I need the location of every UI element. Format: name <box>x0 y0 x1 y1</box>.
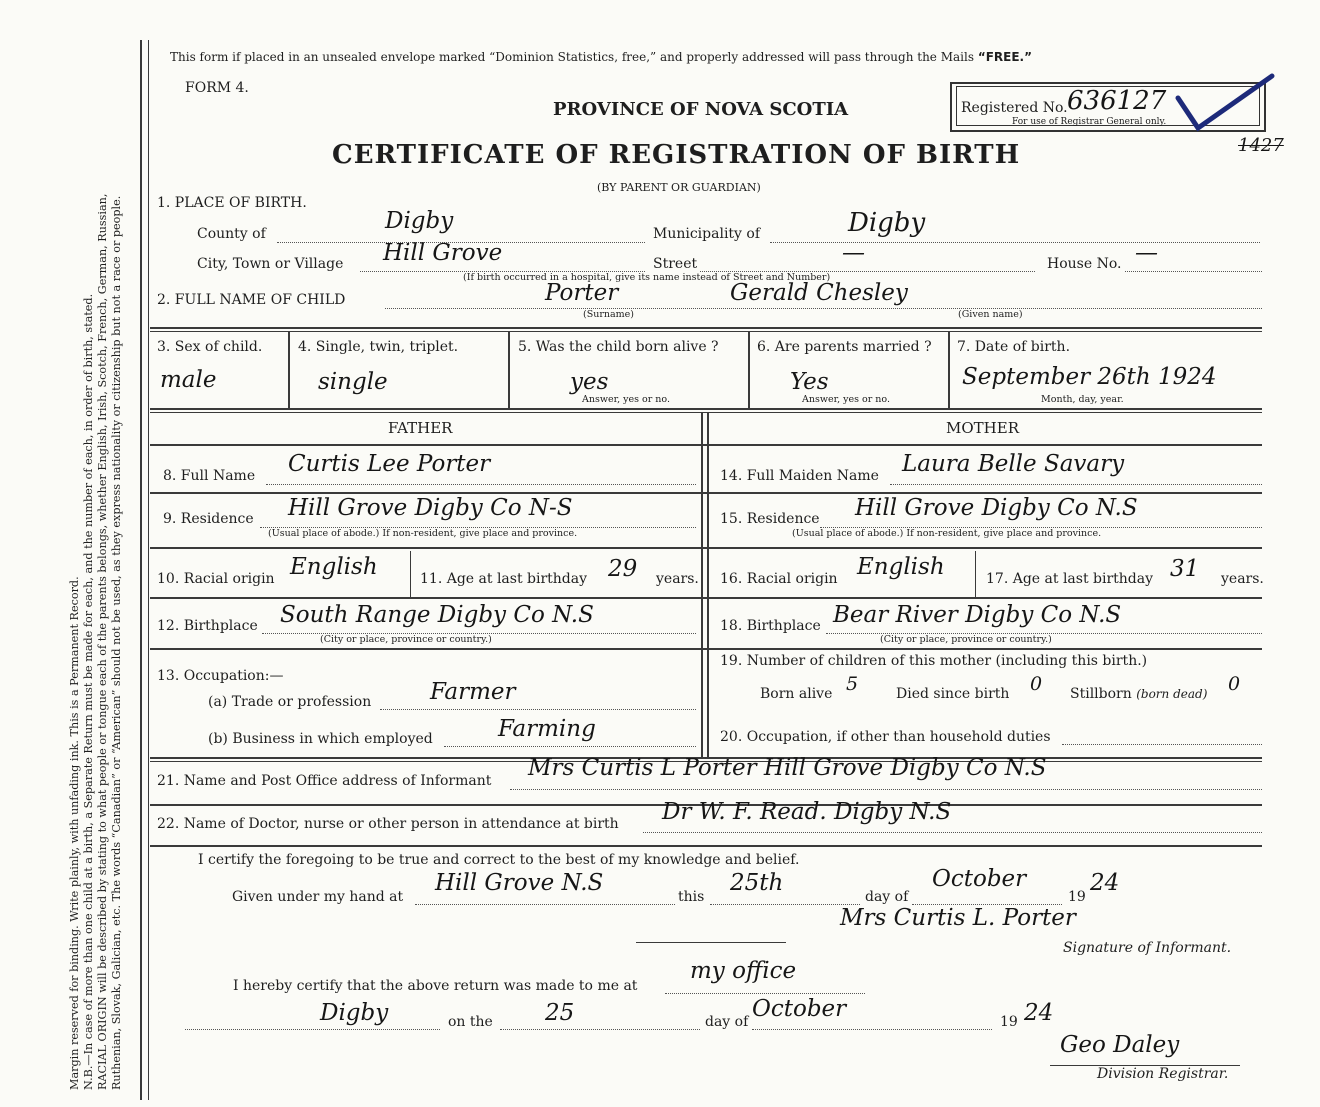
alive-note: Answer, yes or no. <box>582 394 671 405</box>
mother-residence-note: (Usual place of abode.) If non-resident, give place and province. <box>792 528 1102 539</box>
page-subtitle: (BY PARENT OR GUARDIAN) <box>597 181 761 194</box>
on-the-label: on the <box>448 1014 493 1030</box>
return-label: I hereby certify that the above return was made to me at <box>233 978 638 994</box>
alive-label: 5. Was the child born alive ? <box>518 339 719 355</box>
mother-heading: MOTHER <box>946 419 1019 437</box>
stillborn-value: 0 <box>1228 673 1241 695</box>
city-label: City, Town or Village <box>197 256 344 272</box>
father-birthplace-value: South Range Digby Co N.S <box>280 602 594 628</box>
mother-racial-value: English <box>857 554 945 580</box>
municipality-label: Municipality of <box>653 226 761 242</box>
sex-label: 3. Sex of child. <box>157 339 263 355</box>
surname-note: (Surname) <box>583 309 634 320</box>
sex-value: male <box>160 367 217 393</box>
occupation-label: 13. Occupation:— <box>157 668 284 684</box>
married-note: Answer, yes or no. <box>802 394 891 405</box>
born-alive-value: 5 <box>846 673 859 695</box>
business-label: (b) Business in which employed <box>208 731 433 747</box>
certification-statement: I certify the foregoing to be true and correct to the best of my knowledge and belief. <box>198 852 800 868</box>
stillborn-label: Stillborn (born dead) <box>1070 686 1208 702</box>
page-title: CERTIFICATE OF REGISTRATION OF BIRTH <box>332 140 1021 170</box>
father-residence-note: (Usual place of abode.) If non-resident, give place and province. <box>268 528 578 539</box>
trade-value: Farmer <box>430 679 516 705</box>
margin-line-4: Ruthenian, Slovak, Galician, etc. The words “Canadian” or “American” should not be used, as they express nationality or citizenship but not a race or people. <box>110 195 123 1090</box>
day-value: 25th <box>730 870 784 896</box>
given-label: Given under my hand at <box>232 889 404 905</box>
place-heading: 1. PLACE OF BIRTH. <box>157 195 307 211</box>
house-label: House No. <box>1047 256 1122 272</box>
return-day-value: 25 <box>545 1000 575 1026</box>
informant-signature: Mrs Curtis L. Porter <box>840 905 1076 931</box>
born-alive-label: Born alive <box>760 686 833 702</box>
corner-mark: 1427 <box>1238 135 1284 156</box>
mother-name-label: 14. Full Maiden Name <box>720 468 879 484</box>
city-value: Hill Grove <box>383 240 503 266</box>
month-value: October <box>932 866 1027 892</box>
margin-instructions <box>68 50 124 1090</box>
mother-years-label: years. <box>1221 571 1264 587</box>
given-name-value: Gerald Chesley <box>730 280 908 306</box>
margin-line-3: RACIAL ORIGIN will be described by stating to what people or tongue each of the parents belongs, whether English, Irish, Scotch, French, German, Russian, <box>96 193 109 1090</box>
dob-value: September 26th 1924 <box>962 364 1217 390</box>
margin-line-1: Margin reserved for binding. Write plainly, with unfading ink. This is a Permanent Record. <box>68 576 81 1090</box>
dayof-label: day of <box>865 889 909 905</box>
mother-birthplace-value: Bear River Digby Co N.S <box>833 602 1122 628</box>
given-name-note: (Given name) <box>958 309 1023 320</box>
registrar-label: Division Registrar. <box>1097 1066 1229 1082</box>
street-label: Street <box>653 256 698 272</box>
province-heading: PROVINCE OF NOVA SCOTIA <box>553 99 849 120</box>
informant-value: Mrs Curtis L Porter Hill Grove Digby Co N.S <box>528 755 1047 781</box>
return-year-prefix: 19 <box>1000 1014 1018 1030</box>
multiplicity-value: single <box>318 369 388 395</box>
registered-value: 636127 <box>1067 86 1167 116</box>
street-value: — <box>842 240 865 266</box>
mother-birthplace-note: (City or place, province or country.) <box>880 634 1052 645</box>
father-years-label: years. <box>656 571 699 587</box>
county-label: County of <box>197 226 266 242</box>
mother-age-label: 17. Age at last birthday <box>986 571 1154 587</box>
check-mark-icon <box>1170 70 1280 140</box>
married-value: Yes <box>790 369 829 395</box>
informant-label: 21. Name and Post Office address of Informant <box>157 773 492 789</box>
dob-label: 7. Date of birth. <box>957 339 1071 355</box>
trade-label: (a) Trade or profession <box>208 694 372 710</box>
doctor-value: Dr W. F. Read. Digby N.S <box>662 799 952 825</box>
died-since-birth-value: 0 <box>1030 673 1043 695</box>
year-value: 24 <box>1090 870 1120 896</box>
form-number: FORM 4. <box>185 80 249 96</box>
business-value: Farming <box>498 716 596 742</box>
mother-birthplace-label: 18. Birthplace <box>720 618 821 634</box>
binding-margin-line <box>140 40 142 1100</box>
signature-label: Signature of Informant. <box>1063 940 1232 956</box>
father-residence-value: Hill Grove Digby Co N-S <box>288 495 573 521</box>
registered-label: Registered No. <box>961 100 1068 116</box>
father-racial-value: English <box>290 554 378 580</box>
hospital-note: (If birth occurred in a hospital, give its name instead of Street and Number) <box>463 272 831 283</box>
county-value: Digby <box>385 208 454 234</box>
margin-line-2: N.B.—In case of more than one child at a birth, a Separate Return must be made for each, and the number of each, in order of birth, stated. <box>82 293 95 1090</box>
return-place-value: my office <box>690 958 797 984</box>
alive-value: yes <box>570 369 609 395</box>
father-birthplace-note: (City or place, province or country.) <box>320 634 492 645</box>
mail-note: This form if placed in an unsealed envelope marked “Dominion Statistics, free,” and properly addressed will pass through the Mails “FREE.” <box>170 50 1032 64</box>
mother-name-value: Laura Belle Savary <box>902 451 1125 477</box>
return-dayof-label: day of <box>705 1014 749 1030</box>
registrar-use-note: For use of Registrar General only. <box>1012 117 1167 127</box>
mother-age-value: 31 <box>1170 556 1200 582</box>
return-town-value: Digby <box>320 1000 389 1026</box>
dob-note: Month, day, year. <box>1041 394 1124 405</box>
surname-value: Porter <box>545 280 619 306</box>
binding-margin-line-inner <box>148 40 149 1100</box>
mother-racial-label: 16. Racial origin <box>720 571 838 587</box>
father-age-label: 11. Age at last birthday <box>420 571 588 587</box>
return-year-value: 24 <box>1024 1000 1054 1026</box>
father-racial-label: 10. Racial origin <box>157 571 275 587</box>
mother-occupation-label: 20. Occupation, if other than household duties <box>720 729 1051 745</box>
doctor-label: 22. Name of Doctor, nurse or other person in attendance at birth <box>157 816 619 832</box>
father-birthplace-label: 12. Birthplace <box>157 618 258 634</box>
died-since-birth-label: Died since birth <box>896 686 1010 702</box>
father-heading: FATHER <box>388 419 453 437</box>
father-name-label: 8. Full Name <box>163 468 256 484</box>
this-label: this <box>678 889 705 905</box>
children-count-label: 19. Number of children of this mother (including this birth.) <box>720 653 1148 669</box>
fullname-label: 2. FULL NAME OF CHILD <box>157 292 346 308</box>
father-residence-label: 9. Residence <box>163 511 254 527</box>
father-age-value: 29 <box>608 556 638 582</box>
given-place-value: Hill Grove N.S <box>435 870 604 896</box>
return-month-value: October <box>752 996 847 1022</box>
municipality-value: Digby <box>848 208 926 238</box>
mother-residence-value: Hill Grove Digby Co N.S <box>855 495 1138 521</box>
father-name-value: Curtis Lee Porter <box>288 451 491 477</box>
married-label: 6. Are parents married ? <box>757 339 932 355</box>
multiplicity-label: 4. Single, twin, triplet. <box>298 339 459 355</box>
mother-residence-label: 15. Residence <box>720 511 820 527</box>
registrar-signature: Geo Daley <box>1060 1032 1180 1058</box>
year-prefix: 19 <box>1068 889 1086 905</box>
house-value: — <box>1135 240 1158 266</box>
